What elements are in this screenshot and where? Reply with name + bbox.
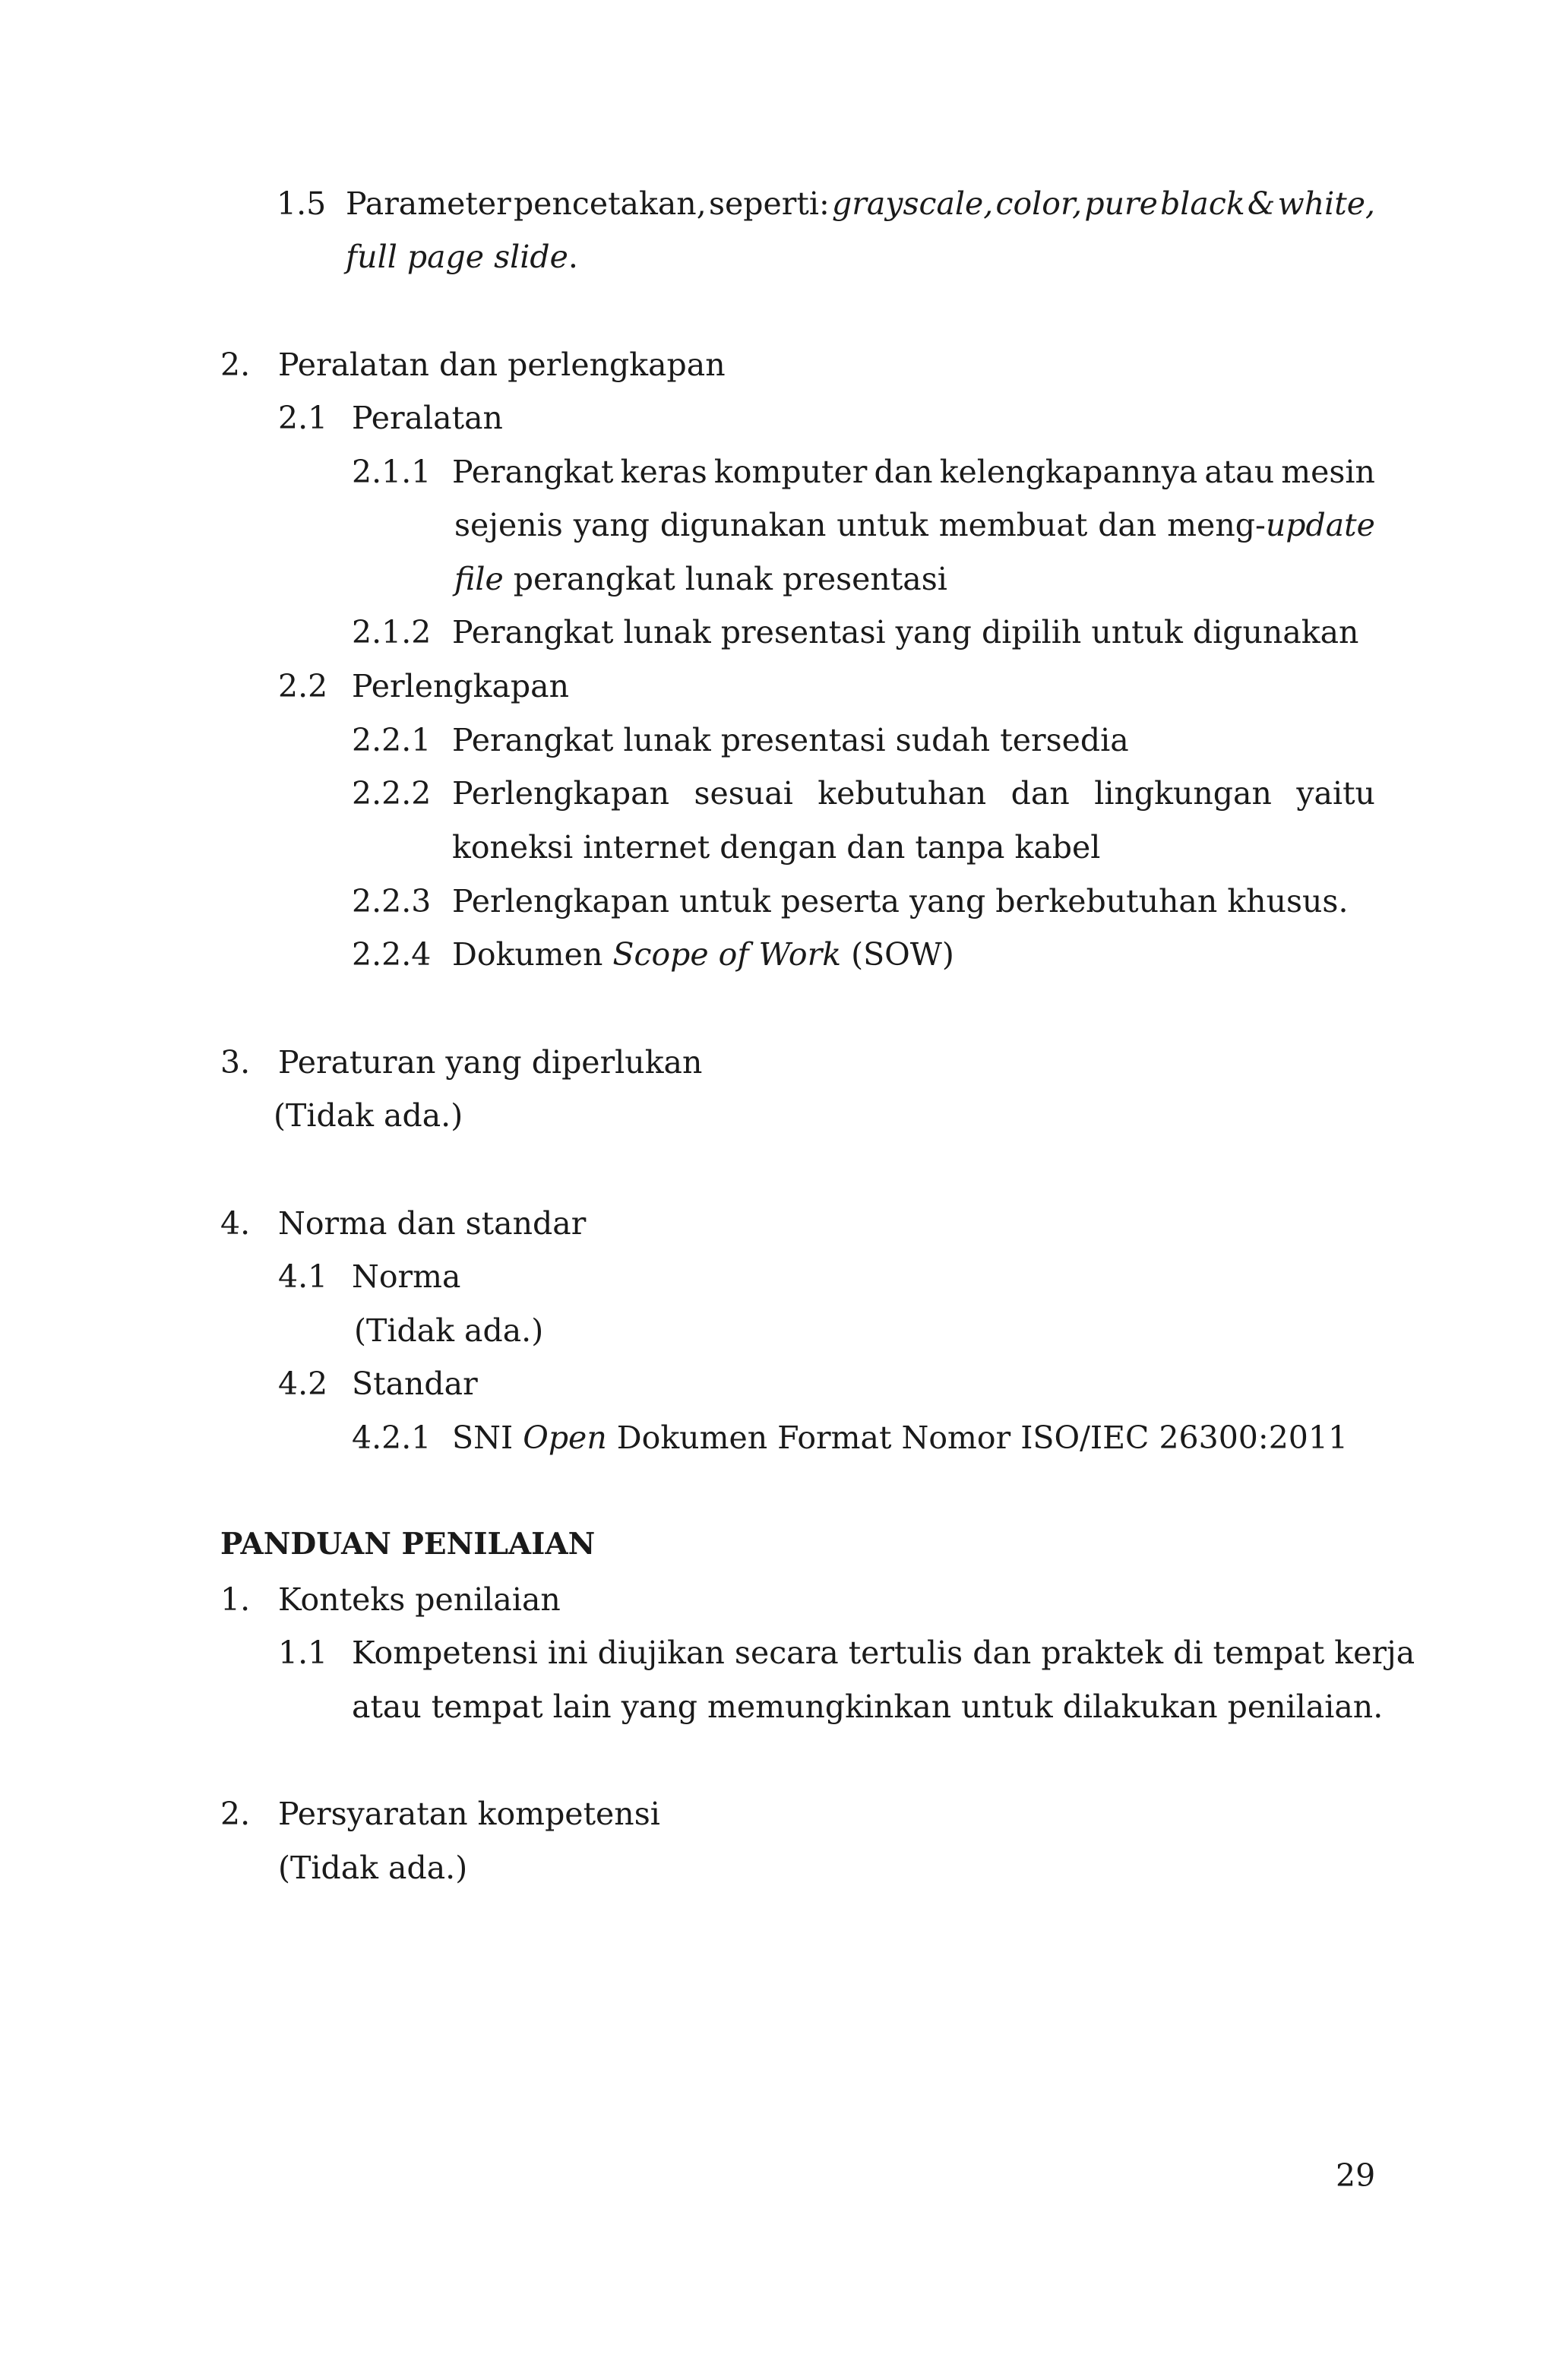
- section-title: Peraturan yang diperlukan: [278, 1044, 703, 1081]
- item-text-line: [454, 561, 947, 597]
- word: dan: [1098, 507, 1157, 543]
- word: keras: [620, 454, 707, 490]
- item-number: 2.: [220, 1796, 251, 1832]
- word: untuk: [837, 507, 928, 543]
- word: black: [1160, 185, 1245, 222]
- item-number: 2.2: [278, 668, 328, 704]
- item-text-line: [452, 775, 1375, 812]
- word: yang: [573, 507, 650, 543]
- item-text-line: [346, 185, 1375, 222]
- word: lingkungan: [1094, 775, 1272, 812]
- word: kebutuhan: [818, 775, 987, 812]
- subsection-title: Standar: [352, 1366, 478, 1402]
- item-number: 4.: [220, 1205, 251, 1242]
- item-number: 2.2.4: [352, 936, 432, 973]
- italic-text: Open: [523, 1419, 607, 1456]
- note-text: (Tidak ada.): [354, 1312, 544, 1349]
- text: perangkat lunak presentasi: [503, 561, 947, 597]
- word: grayscale,: [832, 185, 994, 222]
- item-text-line: [452, 454, 1375, 490]
- item-number: 2.1.2: [352, 614, 432, 650]
- text: Dokumen: [452, 936, 613, 973]
- word: atau: [1204, 454, 1275, 490]
- word: membuat: [938, 507, 1088, 543]
- item-number: 4.1: [278, 1258, 328, 1295]
- word: komputer: [713, 454, 868, 490]
- word: mesin: [1281, 454, 1375, 490]
- word: [1167, 507, 1375, 543]
- item-text-line: atau tempat lain yang memungkinkan untuk dilakukan penilaian.: [352, 1688, 1384, 1725]
- word: yaitu: [1296, 775, 1375, 812]
- section-title: Konteks penilaian: [278, 1581, 561, 1618]
- word: sejenis: [454, 507, 563, 543]
- item-number: 2.2.2: [352, 775, 432, 812]
- word: pencetakan,: [513, 185, 707, 222]
- item-number: 2.: [220, 347, 251, 383]
- text: meng-: [1167, 507, 1266, 543]
- word: dan: [1010, 775, 1070, 812]
- word: white,: [1277, 185, 1375, 222]
- italic-text: Scope of Work: [612, 936, 842, 973]
- note-text: (Tidak ada.): [274, 1097, 463, 1134]
- item-text-line: [454, 507, 1375, 543]
- item-number: 1.5: [277, 185, 327, 222]
- item-text: Perangkat lunak presentasi yang dipilih untuk digunakan: [452, 614, 1359, 650]
- section-heading: PANDUAN PENILAIAN: [220, 1527, 596, 1562]
- item-text-line: [346, 239, 578, 275]
- text: .: [568, 239, 578, 275]
- page-number: 29: [1336, 2157, 1376, 2194]
- word: &: [1247, 185, 1276, 222]
- note-text: (Tidak ada.): [278, 1850, 468, 1886]
- item-number: 4.2.1: [352, 1419, 432, 1456]
- italic-text: full page slide: [346, 239, 568, 275]
- item-number: 2.2.1: [352, 722, 432, 758]
- item-number: 2.1: [278, 400, 328, 436]
- item-number: 3.: [220, 1044, 251, 1081]
- item-text: Perangkat lunak presentasi sudah tersedia: [452, 722, 1129, 758]
- word: sesuai: [694, 775, 793, 812]
- word: Parameter: [346, 185, 511, 222]
- item-number: 2.2.3: [352, 883, 432, 919]
- item-number: 1.1: [278, 1635, 328, 1671]
- item-text: [452, 1419, 1349, 1456]
- section-title: Norma dan standar: [278, 1205, 587, 1242]
- item-text-line: Kompetensi ini diujikan secara tertulis dan praktek di tempat kerja: [352, 1635, 1415, 1671]
- word: digunakan: [659, 507, 827, 543]
- subsection-title: Norma: [352, 1258, 461, 1295]
- subsection-title: Perlengkapan: [352, 668, 570, 704]
- word: pure: [1084, 185, 1158, 222]
- item-number: 1.: [220, 1581, 251, 1618]
- word: color,: [995, 185, 1083, 222]
- item-number: 4.2: [278, 1366, 328, 1402]
- word: Perangkat: [452, 454, 614, 490]
- item-text: [452, 936, 954, 973]
- text: Dokumen Format Nomor ISO/IEC 26300:2011: [606, 1419, 1349, 1456]
- item-text: Perlengkapan untuk peserta yang berkebutuhan khusus.: [452, 883, 1349, 919]
- section-title: Peralatan dan perlengkapan: [278, 347, 726, 383]
- italic-text: file: [454, 561, 504, 597]
- text: SNI: [452, 1419, 523, 1456]
- italic-text: update: [1265, 507, 1375, 543]
- word: dan: [874, 454, 933, 490]
- item-text-line: koneksi internet dengan dan tanpa kabel: [452, 829, 1101, 866]
- word: kelengkapannya: [939, 454, 1198, 490]
- item-number: 2.1.1: [352, 454, 432, 490]
- text: (SOW): [841, 936, 954, 973]
- section-title: Persyaratan kompetensi: [278, 1796, 660, 1832]
- subsection-title: Peralatan: [352, 400, 503, 436]
- word: Perlengkapan: [452, 775, 670, 812]
- word: seperti:: [708, 185, 830, 222]
